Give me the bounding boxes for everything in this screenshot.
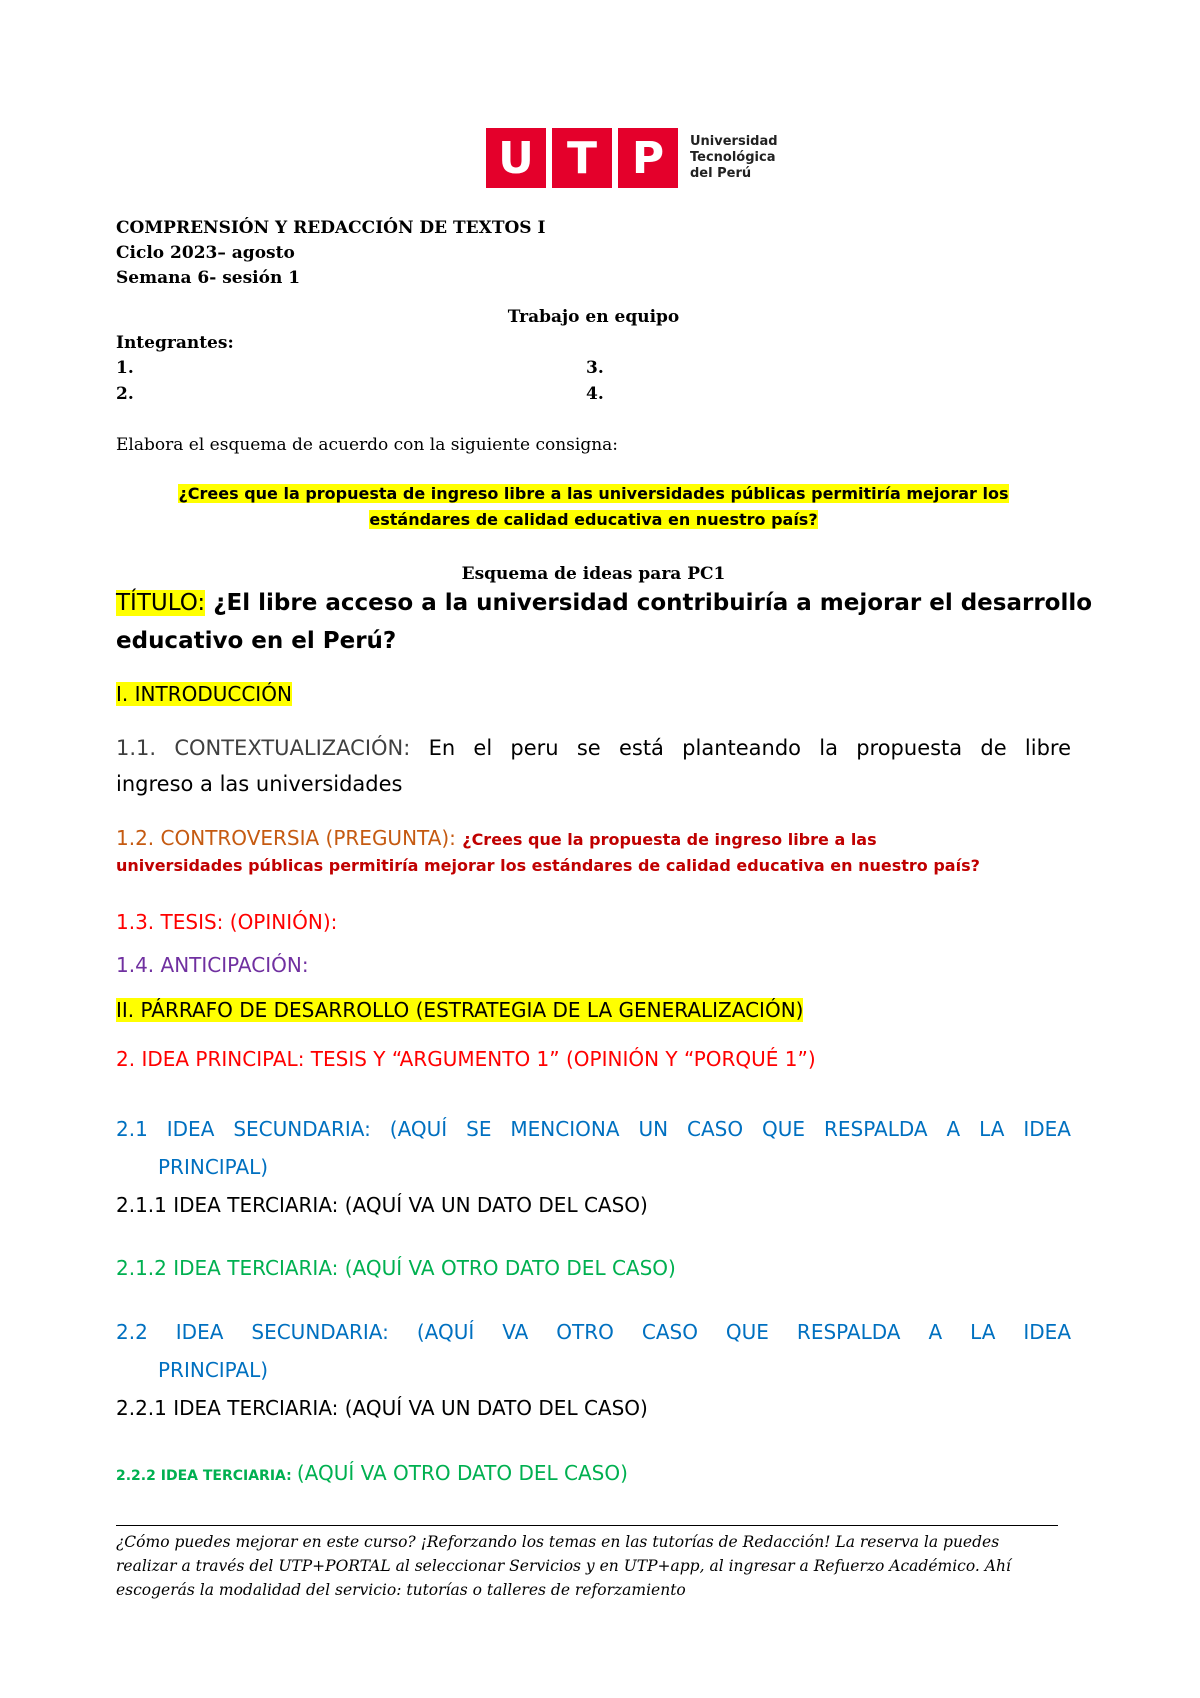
secondary-idea-1-line1: 2.1 IDEA SECUNDARIA: (AQUÍ SE MENCIONA UN CASO QUE RESPALDA A LA IDEA — [116, 1117, 1071, 1141]
logo-letter-u: U — [486, 128, 546, 188]
logo-letter-t: T — [552, 128, 612, 188]
controversy-label: 1.2. CONTROVERSIA (PREGUNTA): — [116, 826, 456, 850]
course-title: COMPRENSIÓN Y REDACCIÓN DE TEXTOS I — [116, 218, 546, 238]
development-heading: II. PÁRRAFO DE DESARROLLO (ESTRATEGIA DE LA GENERALIZACIÓN) — [116, 998, 804, 1022]
instruction-text: Elabora el esquema de acuerdo con la siguiente consigna: — [116, 435, 619, 455]
contextualization-label: 1.1. CONTEXTUALIZACIÓN: — [116, 736, 411, 760]
tertiary-idea-1-1: 2.1.1 IDEA TERCIARIA: (AQUÍ VA UN DATO DEL CASO) — [116, 1193, 648, 1217]
tertiary-idea-2-2: 2.2.2 IDEA TERCIARIA: (AQUÍ VA OTRO DATO DEL CASO) — [116, 1461, 628, 1485]
prompt-question-line1: ¿Crees que la propuesta de ingreso libre a las universidades públicas permitiría mejorar los — [178, 484, 1009, 503]
week-label: Semana 6- sesión 1 — [116, 268, 301, 288]
prompt-question-line2: estándares de calidad educativa en nuestro país? — [369, 510, 818, 529]
anticipation-label: 1.4. ANTICIPACIÓN: — [116, 953, 309, 977]
member-1: 1. — [116, 358, 134, 378]
controversy-line1: 1.2. CONTROVERSIA (PREGUNTA): ¿Crees que la propuesta de ingreso libre a las — [116, 826, 877, 850]
tertiary-idea-2-1: 2.2.1 IDEA TERCIARIA: (AQUÍ VA UN DATO DEL CASO) — [116, 1396, 648, 1420]
footer-divider — [116, 1525, 1058, 1526]
main-idea: 2. IDEA PRINCIPAL: TESIS Y “ARGUMENTO 1” (OPINIÓN Y “PORQUÉ 1”) — [116, 1047, 816, 1071]
member-2: 2. — [116, 384, 134, 404]
logo-letter-p: P — [618, 128, 678, 188]
members-label: Integrantes: — [116, 333, 234, 353]
title-line2: educativo en el Perú? — [116, 628, 397, 654]
logo-wordmark: Universidad Tecnológica del Perú — [690, 134, 778, 181]
secondary-idea-2-line2: PRINCIPAL) — [158, 1358, 269, 1382]
thesis-label: 1.3. TESIS: (OPINIÓN): — [116, 910, 338, 934]
footer-note: ¿Cómo puedes mejorar en este curso? ¡Reforzando los temas en las tutorías de Redacción! La reserva la puedes realizar a través del UTP+PORTAL al seleccionar Servicios y en UTP+app, al ingresar a Refuerzo Académico. Ahí escogerás la modalidad del servicio: tutorías o talleres de reforzamiento — [116, 1533, 1011, 1599]
title-label: TÍTULO: — [116, 590, 206, 616]
member-3: 3. — [586, 358, 604, 378]
team-title: Trabajo en equipo — [507, 307, 680, 327]
scheme-title: Esquema de ideas para PC1 — [461, 564, 726, 584]
title-line1: TÍTULO: ¿El libre acceso a la universidad contribuiría a mejorar el desarrollo — [116, 590, 1093, 616]
secondary-idea-2-line1: 2.2 IDEA SECUNDARIA: (AQUÍ VA OTRO CASO QUE RESPALDA A LA IDEA — [116, 1320, 1071, 1344]
tertiary-idea-1-2: 2.1.2 IDEA TERCIARIA: (AQUÍ VA OTRO DATO DEL CASO) — [116, 1256, 676, 1280]
contextualization-line1: 1.1. CONTEXTUALIZACIÓN: En el peru se está planteando la propuesta de libre — [116, 736, 1071, 760]
member-4: 4. — [586, 384, 604, 404]
cycle-label: Ciclo 2023– agosto — [116, 243, 295, 263]
intro-heading: I. INTRODUCCIÓN — [116, 682, 292, 706]
controversy-line2: universidades públicas permitiría mejorar los estándares de calidad educativa en nuestro país? — [116, 856, 980, 875]
contextualization-line2: ingreso a las universidades — [116, 772, 403, 796]
utp-logo — [486, 128, 778, 188]
secondary-idea-1-line2: PRINCIPAL) — [158, 1155, 269, 1179]
